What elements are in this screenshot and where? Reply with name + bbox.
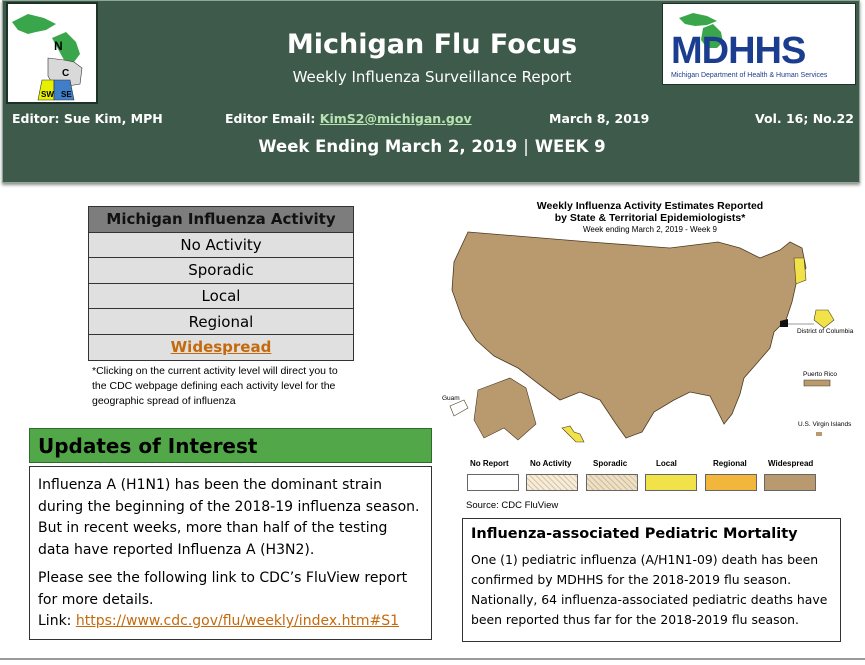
legend-label-widespread: Widespread	[768, 459, 814, 468]
region-sw-label: SW	[41, 90, 54, 99]
legend-label-no-activity: No Activity	[530, 459, 572, 468]
activity-table-heading: Michigan Influenza Activity	[89, 207, 354, 233]
puerto-rico-label: Puerto Rico	[803, 371, 837, 378]
legend-swatch-local	[645, 474, 697, 491]
page-title: Michigan Flu Focus	[286, 29, 578, 60]
week-separator: |	[523, 137, 529, 156]
map-title-line2: by State & Territorial Epidemiologists*	[554, 212, 746, 224]
updates-heading-bar	[29, 428, 432, 463]
legend-swatch-sporadic	[586, 474, 638, 491]
guam-shape	[450, 400, 468, 416]
week-ending-line	[3, 137, 861, 156]
legend-swatch-widespread	[764, 474, 816, 491]
mdhhs-logo	[662, 3, 856, 85]
map-title-line1: Weekly Influenza Activity Estimates Reported	[536, 200, 764, 212]
updates-box	[29, 466, 432, 640]
virgin-islands-label: U.S. Virgin Islands	[798, 421, 852, 428]
week-ending-text: Week Ending March 2, 2019	[258, 137, 518, 156]
region-se-label: SE	[61, 90, 72, 99]
footer-divider	[0, 658, 865, 660]
hawaii-shape	[562, 426, 584, 442]
activity-level-sporadic: Sporadic	[89, 258, 354, 284]
puerto-rico-shape	[804, 380, 830, 386]
editor-name: Editor: Sue Kim, MPH	[12, 111, 163, 126]
legend-swatch-no-activity	[526, 474, 578, 491]
activity-level-local: Local	[89, 283, 354, 309]
week-number: WEEK 9	[534, 137, 606, 156]
activity-level-widespread-link[interactable]: Widespread	[170, 338, 272, 357]
mdhhs-logo-text: MDHHS	[671, 30, 806, 72]
updates-link-label: Link:	[38, 613, 72, 629]
updates-heading: Updates of Interest	[38, 434, 258, 458]
updates-paragraph-2: Please see the following link to CDC’s FluView report for more details.	[38, 570, 408, 608]
vermont-shape	[794, 258, 806, 284]
legend-label-local: Local	[656, 459, 677, 468]
michigan-activity-table	[88, 206, 354, 361]
updates-link-row	[38, 611, 423, 633]
activity-note: *Clicking on the current activity level will direct you to the CDC webpage defining each activity level for the geographic spread of influenza	[92, 365, 338, 407]
pediatric-mortality-title: Influenza-associated Pediatric Mortality	[471, 526, 798, 542]
activity-level-widespread	[89, 334, 354, 360]
legend-label-no-report: No Report	[470, 459, 509, 468]
editor-email-label: Editor Email:	[225, 111, 316, 126]
legend-swatch-regional	[705, 474, 757, 491]
map-title	[490, 200, 810, 224]
fluview-link[interactable]: https://www.cdc.gov/flu/weekly/index.htm#S1	[75, 613, 400, 629]
mdhhs-logo-subtext: Michigan Department of Health & Human Services	[671, 72, 828, 79]
us-flu-activity-map	[440, 228, 860, 458]
updates-paragraph-1: Influenza A (H1N1) has been the dominant strain during the beginning of the 2018-19 influenza season. But in recent weeks, more than half of the testing data have reported Influenza A (H3N2).	[38, 477, 420, 558]
pediatric-mortality-text: One (1) pediatric influenza (A/H1N1-09) death has been confirmed by MDHHS for the 2018-2019 flu season. Nationally, 64 influenza-associated pediatric deaths have been reported thus far for the 2018-2019 flu season.	[471, 552, 828, 627]
newsletter-header	[2, 0, 860, 183]
issue-date: March 8, 2019	[549, 111, 650, 126]
legend-swatch-no-report	[467, 474, 519, 491]
editor-email-link[interactable]: KimS2@michigan.gov	[319, 111, 472, 126]
activity-level-no-activity: No Activity	[89, 232, 354, 258]
alaska-shape	[474, 378, 536, 440]
dc-inset	[814, 310, 834, 328]
activity-level-regional: Regional	[89, 309, 354, 335]
map-subtitle: Week ending March 2, 2019 - Week 9	[583, 225, 717, 234]
pediatric-mortality-box	[462, 518, 841, 642]
editor-email-row	[225, 111, 472, 126]
virgin-islands-shape	[816, 432, 822, 436]
issue-volume: Vol. 16; No.22	[755, 111, 854, 126]
dc-label: District of Columbia	[797, 328, 854, 335]
legend-label-regional: Regional	[713, 459, 747, 468]
legend-label-sporadic: Sporadic	[593, 459, 628, 468]
guam-label: Guam	[442, 395, 460, 402]
region-c-label: C	[62, 68, 70, 79]
map-source: Source: CDC FluView	[466, 500, 559, 511]
region-n-label: N	[54, 39, 63, 53]
page-subtitle: Weekly Influenza Surveillance Report	[292, 68, 572, 86]
